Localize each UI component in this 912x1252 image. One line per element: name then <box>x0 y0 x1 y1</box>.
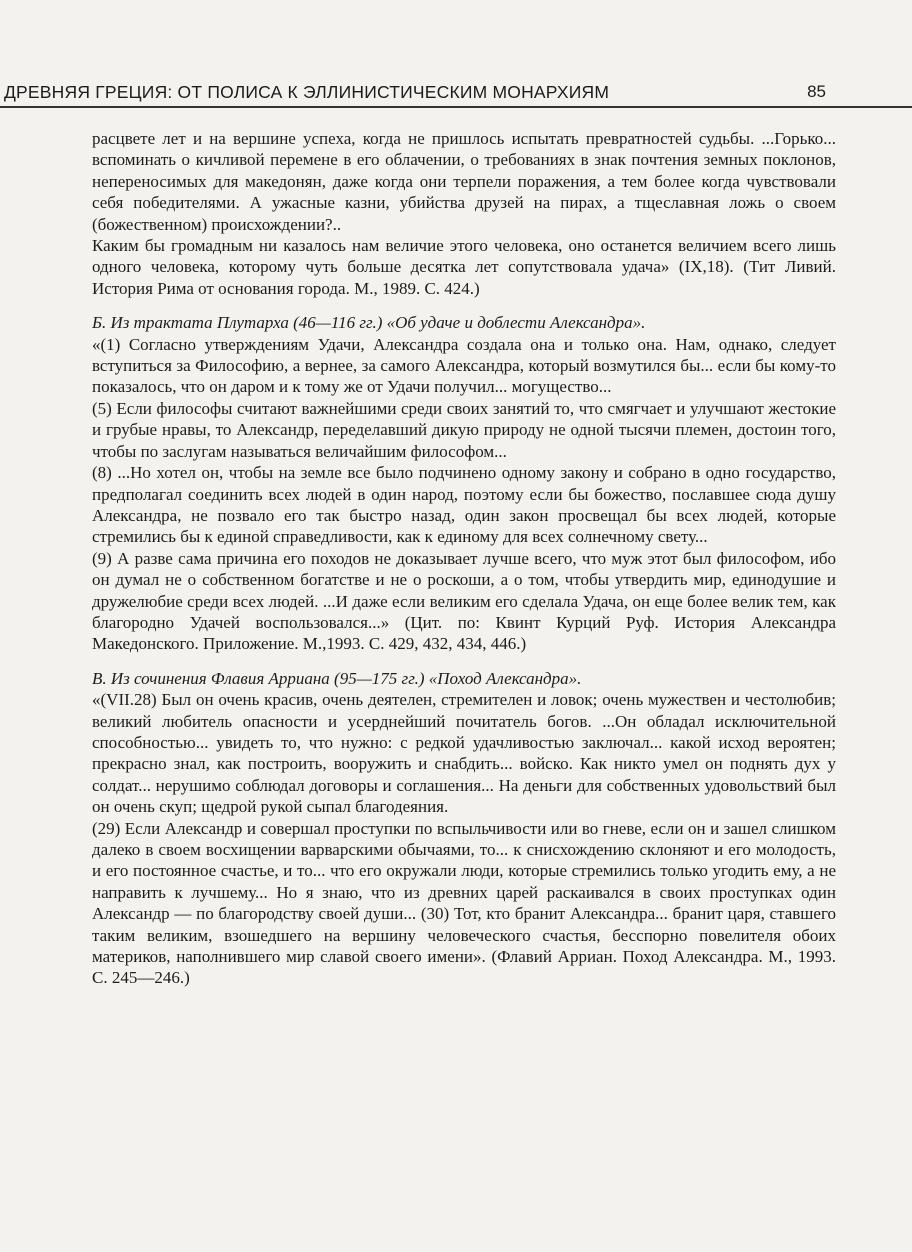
running-header <box>0 80 912 106</box>
page-body <box>92 128 836 989</box>
header-divider <box>0 106 912 108</box>
plutarch-paragraph-9: (9) А разве сама причина его походов не доказывает лучше всего, что муж этот был философом, ибо он думал не о собственном богатстве и не о роскоши, а о том, чтобы утвердить мир, единодушие и дружелюбие среди всех людей. ...И даже если великим его сделала Удача, он еще более велик тем, как благородно Удачей воспользовался...» (Цит. по: Квинт Курций Руф. История Александра Македонского. Приложение. М.,1993. С. 429, 432, 434, 446.) <box>92 548 836 654</box>
plutarch-paragraph-1: «(1) Согласно утверждениям Удачи, Александра создала она и только она. Нам, однако, следует вступиться за Философию, а вернее, за самого Александра, который возмутился бы... если бы кому-то показалось, что он даром и к тому же от Удачи получил... могущество... <box>92 334 836 397</box>
livy-quote-continuation: расцвете лет и на вершине успеха, когда не пришлось испытать превратностей судьбы. ...Горько... вспоминать о кичливой перемене в его облачении, о требованиях в знак почтения земных поклонов, непереносимых для македонян, даже когда они терпели поражения, а тем более когда чувствовали себя победителями. А ужасные казни, убийства друзей на пирах, а тщеславная ложь о своем (божественном) происхождении?.. <box>92 129 836 234</box>
section-b-heading: Б. Из трактата Плутарха (46—116 гг.) «Об удаче и доблести Александра». <box>92 313 646 333</box>
page-number: 85 <box>807 82 826 101</box>
running-header-title: ДРЕВНЯЯ ГРЕЦИЯ: ОТ ПОЛИСА К ЭЛЛИНИСТИЧЕСКИМ МОНАРХИЯМ <box>4 82 610 102</box>
arrian-paragraph-29-30: (29) Если Александр и совершал проступки по вспыльчивости или во гневе, если он и зашел слишком далеко в своем восхищении варварскими обычаями, то... к снисхождению склоняют и его молодость, и его постоянное счастье, и то... что его окружали люди, которые стремились только угодить ему, а не направить к лучшему... Но я знаю, что из древних царей раскаивался в своих проступках один Александр — по благородству своей души... (30) Тот, кто бранит Александра... бранит царя, ставшего таким великим, взошедшего на вершину человеческого счастья, бесспорно повелителя обоих материков, наполнившего мир славой своего имени». (Флавий Арриан. Поход Александра. М., 1993. С. 245—246.) <box>92 818 836 988</box>
arrian-paragraph-28: «(VII.28) Был он очень красив, очень деятелен, стремителен и ловок; очень мужествен и честолюбив; великий любитель опасности и усерднейший почитатель богов. ...Он обладал исключительной способностью... увидеть то, что нужно: с редкой удачливостью заключал... какой исход вероятен; прекрасно знал, как построить, вооружить и снабдить... войско. Как никто умел он поднять дух у солдат... нерушимо соблюдал договоры и соглашения... На деньги для собственных удовольствий был он очень скуп; щедрой рукой сыпал благодеяния. <box>92 690 836 817</box>
livy-quote-conclusion: Каким бы громадным ни казалось нам величие этого человека, оно останется величием всего лишь одного человека, которому чуть больше десятка лет сопутствовала удача» (IX,18). (Тит Ливий. История Рима от основания города. М., 1989. С. 424.) <box>92 236 836 298</box>
plutarch-paragraph-8: (8) ...Но хотел он, чтобы на земле все было подчинено одному закону и собрано в одно государство, предполагал соединить всех людей в один народ, поэтому если бы божество, пославшее сюда душу Александра, не позвало его так быстро назад, один закон просвещал бы всех людей, которые стремились бы к единой справедливости, как к единому для всех солнечному свету... <box>92 463 836 547</box>
plutarch-paragraph-5: (5) Если философы считают важнейшими среди своих занятий то, что смягчает и улучшают жестокие и грубые нравы, то Александр, переделавший дикую природу не одной тысячи племен, достоин того, чтобы по заслугам называться величайшим философом... <box>92 398 836 461</box>
section-c-heading: В. Из сочинения Флавия Арриана (95—175 гг.) «Поход Александра». <box>92 668 582 688</box>
